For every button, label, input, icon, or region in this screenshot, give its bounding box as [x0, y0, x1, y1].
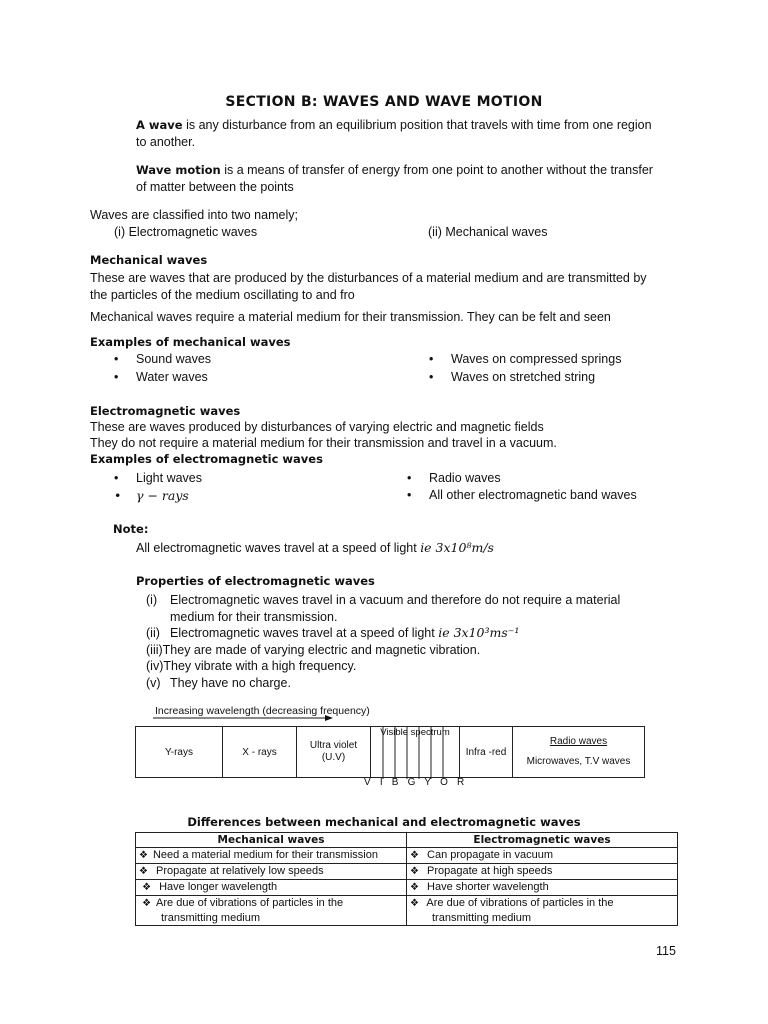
mechanical-cell — [136, 896, 407, 926]
mechanical-requirement: Mechanical waves require a material medium for their transmission. They can be felt and seen — [90, 310, 611, 324]
em-examples-heading: Examples of electromagnetic waves — [90, 452, 323, 466]
property-num: (i) — [146, 593, 158, 607]
property-speed: ie 3x10³ms⁻¹ — [438, 625, 520, 640]
em-heading: Electromagnetic waves — [90, 404, 241, 418]
gamma-rays-cell: Υ-rays — [136, 727, 223, 778]
em-difference: Have shorter wavelength — [427, 881, 549, 893]
property-text: Electromagnetic waves travel in a vacuum and therefore do not require a material — [170, 593, 621, 607]
diamond-bullet-icon: ❖ — [410, 866, 419, 877]
property-item — [146, 675, 686, 692]
infrared-cell: Infra -red — [460, 727, 513, 778]
property-item — [146, 625, 686, 642]
note-body: All electromagnetic waves travel at a speed of light — [136, 541, 421, 555]
em-cell — [407, 896, 678, 926]
mechanical-def-line-2: the particles of the medium oscillating to and fro — [90, 288, 355, 302]
property-text: Electromagnetic waves travel at a speed of light — [170, 626, 439, 640]
classification-item-1: (i) Electromagnetic waves — [114, 225, 258, 239]
properties-list — [146, 592, 686, 691]
mechanical-difference: Need a material medium for their transmission — [152, 849, 378, 861]
motion-def-2: of matter between the points — [136, 180, 294, 194]
diamond-bullet-icon: ❖ — [139, 850, 148, 861]
mechanical-difference: Have longer wavelength — [159, 881, 278, 893]
spectrum-caption: Increasing wavelength (decreasing frequency) — [155, 705, 370, 717]
properties-heading: Properties of electromagnetic waves — [136, 574, 375, 588]
table-row — [136, 896, 678, 926]
wave-definition — [136, 117, 696, 151]
mechanical-cell — [136, 864, 407, 880]
mechanical-examples-heading: Examples of mechanical waves — [90, 335, 291, 349]
table-row — [136, 880, 678, 896]
property-text-continued: medium for their transmission. — [170, 609, 338, 624]
wave-motion-definition — [136, 162, 696, 196]
em-example: • All other electromagnetic band waves — [429, 488, 637, 502]
diamond-bullet-icon: ❖ — [142, 898, 152, 909]
em-example: • Light waves — [136, 471, 202, 485]
mechanical-example: • Sound waves — [136, 352, 211, 366]
em-difference: Propagate at high speeds — [427, 865, 553, 877]
mechanical-column-header: Mechanical waves — [136, 833, 407, 848]
ultraviolet-cell — [297, 727, 371, 778]
property-item — [146, 642, 686, 659]
wave-term: A wave — [136, 118, 183, 132]
em-difference: Can propagate in vacuum — [427, 849, 553, 861]
microwaves-label: Microwaves, T.V waves — [526, 756, 631, 767]
visible-spectrum-label: Visible spectrum — [380, 727, 450, 738]
wavelength-arrow — [153, 714, 333, 722]
property-num: (iii) — [146, 642, 163, 657]
property-item — [146, 658, 686, 675]
classification-text: Waves are classified into two namely; — [90, 208, 298, 222]
property-text: They vibrate with a high frequency. — [163, 659, 357, 673]
mechanical-difference: Are due of vibrations of particles in the — [156, 897, 344, 909]
differences-table — [135, 832, 678, 926]
diamond-bullet-icon: ❖ — [142, 882, 152, 893]
x-rays-cell: X - rays — [223, 727, 297, 778]
mechanical-definition — [90, 270, 710, 304]
mechanical-example: • Water waves — [136, 370, 208, 384]
property-item — [146, 592, 686, 609]
em-difference: Are due of vibrations of particles in the — [426, 897, 614, 909]
em-difference-continued: transmitting medium — [432, 912, 532, 924]
visible-spectrum-cell — [371, 727, 460, 778]
mechanical-difference-continued: transmitting medium — [161, 912, 261, 924]
mechanical-heading: Mechanical waves — [90, 253, 208, 267]
em-definition: These are waves produced by disturbances of varying electric and magnetic fields — [90, 420, 544, 434]
diamond-bullet-icon: ❖ — [410, 882, 419, 893]
table-row — [136, 864, 678, 880]
property-num: (ii) — [146, 626, 160, 640]
page-number: 115 — [656, 944, 676, 958]
mechanical-difference: Propagate at relatively low speeds — [156, 865, 324, 877]
em-column-header: Electromagnetic waves — [407, 833, 678, 848]
em-vacuum-text: They do not require a material medium for their transmission and travel in a vacuum. — [90, 436, 557, 450]
ultraviolet-abbr: (U.V) — [321, 752, 346, 763]
wave-def-2: to another. — [136, 135, 196, 149]
diamond-bullet-icon: ❖ — [410, 850, 419, 861]
diamond-bullet-icon: ❖ — [410, 898, 419, 909]
radio-waves-label: Radio waves — [549, 736, 608, 747]
mechanical-cell — [136, 848, 407, 864]
em-example: • γ − rays — [136, 488, 189, 503]
property-text: They have no charge. — [170, 675, 291, 690]
property-num: (v) — [146, 675, 161, 690]
note-text — [136, 540, 494, 555]
visible-color-letters: V I B G Y O R — [364, 777, 468, 788]
diamond-bullet-icon: ❖ — [139, 866, 148, 877]
em-example: • Radio waves — [429, 471, 501, 485]
mechanical-example: • Waves on stretched string — [451, 370, 595, 384]
page-title: SECTION B: WAVES AND WAVE MOTION — [225, 94, 543, 110]
em-cell — [407, 848, 678, 864]
wave-motion-term: Wave motion — [136, 163, 221, 177]
radio-waves-cell — [513, 727, 645, 778]
table-row — [136, 848, 678, 864]
wave-def-1: is any disturbance from an equilibrium position that travels with time from one region — [182, 118, 652, 132]
differences-heading: Differences between mechanical and electromagnetic waves — [187, 815, 581, 829]
mechanical-def-line-1: These are waves that are produced by the disturbances of a material medium and are transmitted by — [90, 271, 647, 285]
mechanical-cell — [136, 880, 407, 896]
property-num: (iv) — [146, 659, 164, 673]
em-cell — [407, 864, 678, 880]
note-speed: ie 3x10⁸m/s — [420, 540, 494, 555]
classification-item-2: (ii) Mechanical waves — [428, 225, 548, 239]
motion-def-1: is a means of transfer of energy from one point to another without the transfer — [220, 163, 653, 177]
em-spectrum-table — [135, 726, 645, 778]
ultraviolet-label: Ultra violet — [309, 740, 358, 751]
note-heading: Note: — [113, 522, 149, 536]
mechanical-example: • Waves on compressed springs — [451, 352, 621, 366]
property-text: They are made of varying electric and magnetic vibration. — [162, 642, 481, 657]
em-cell — [407, 880, 678, 896]
